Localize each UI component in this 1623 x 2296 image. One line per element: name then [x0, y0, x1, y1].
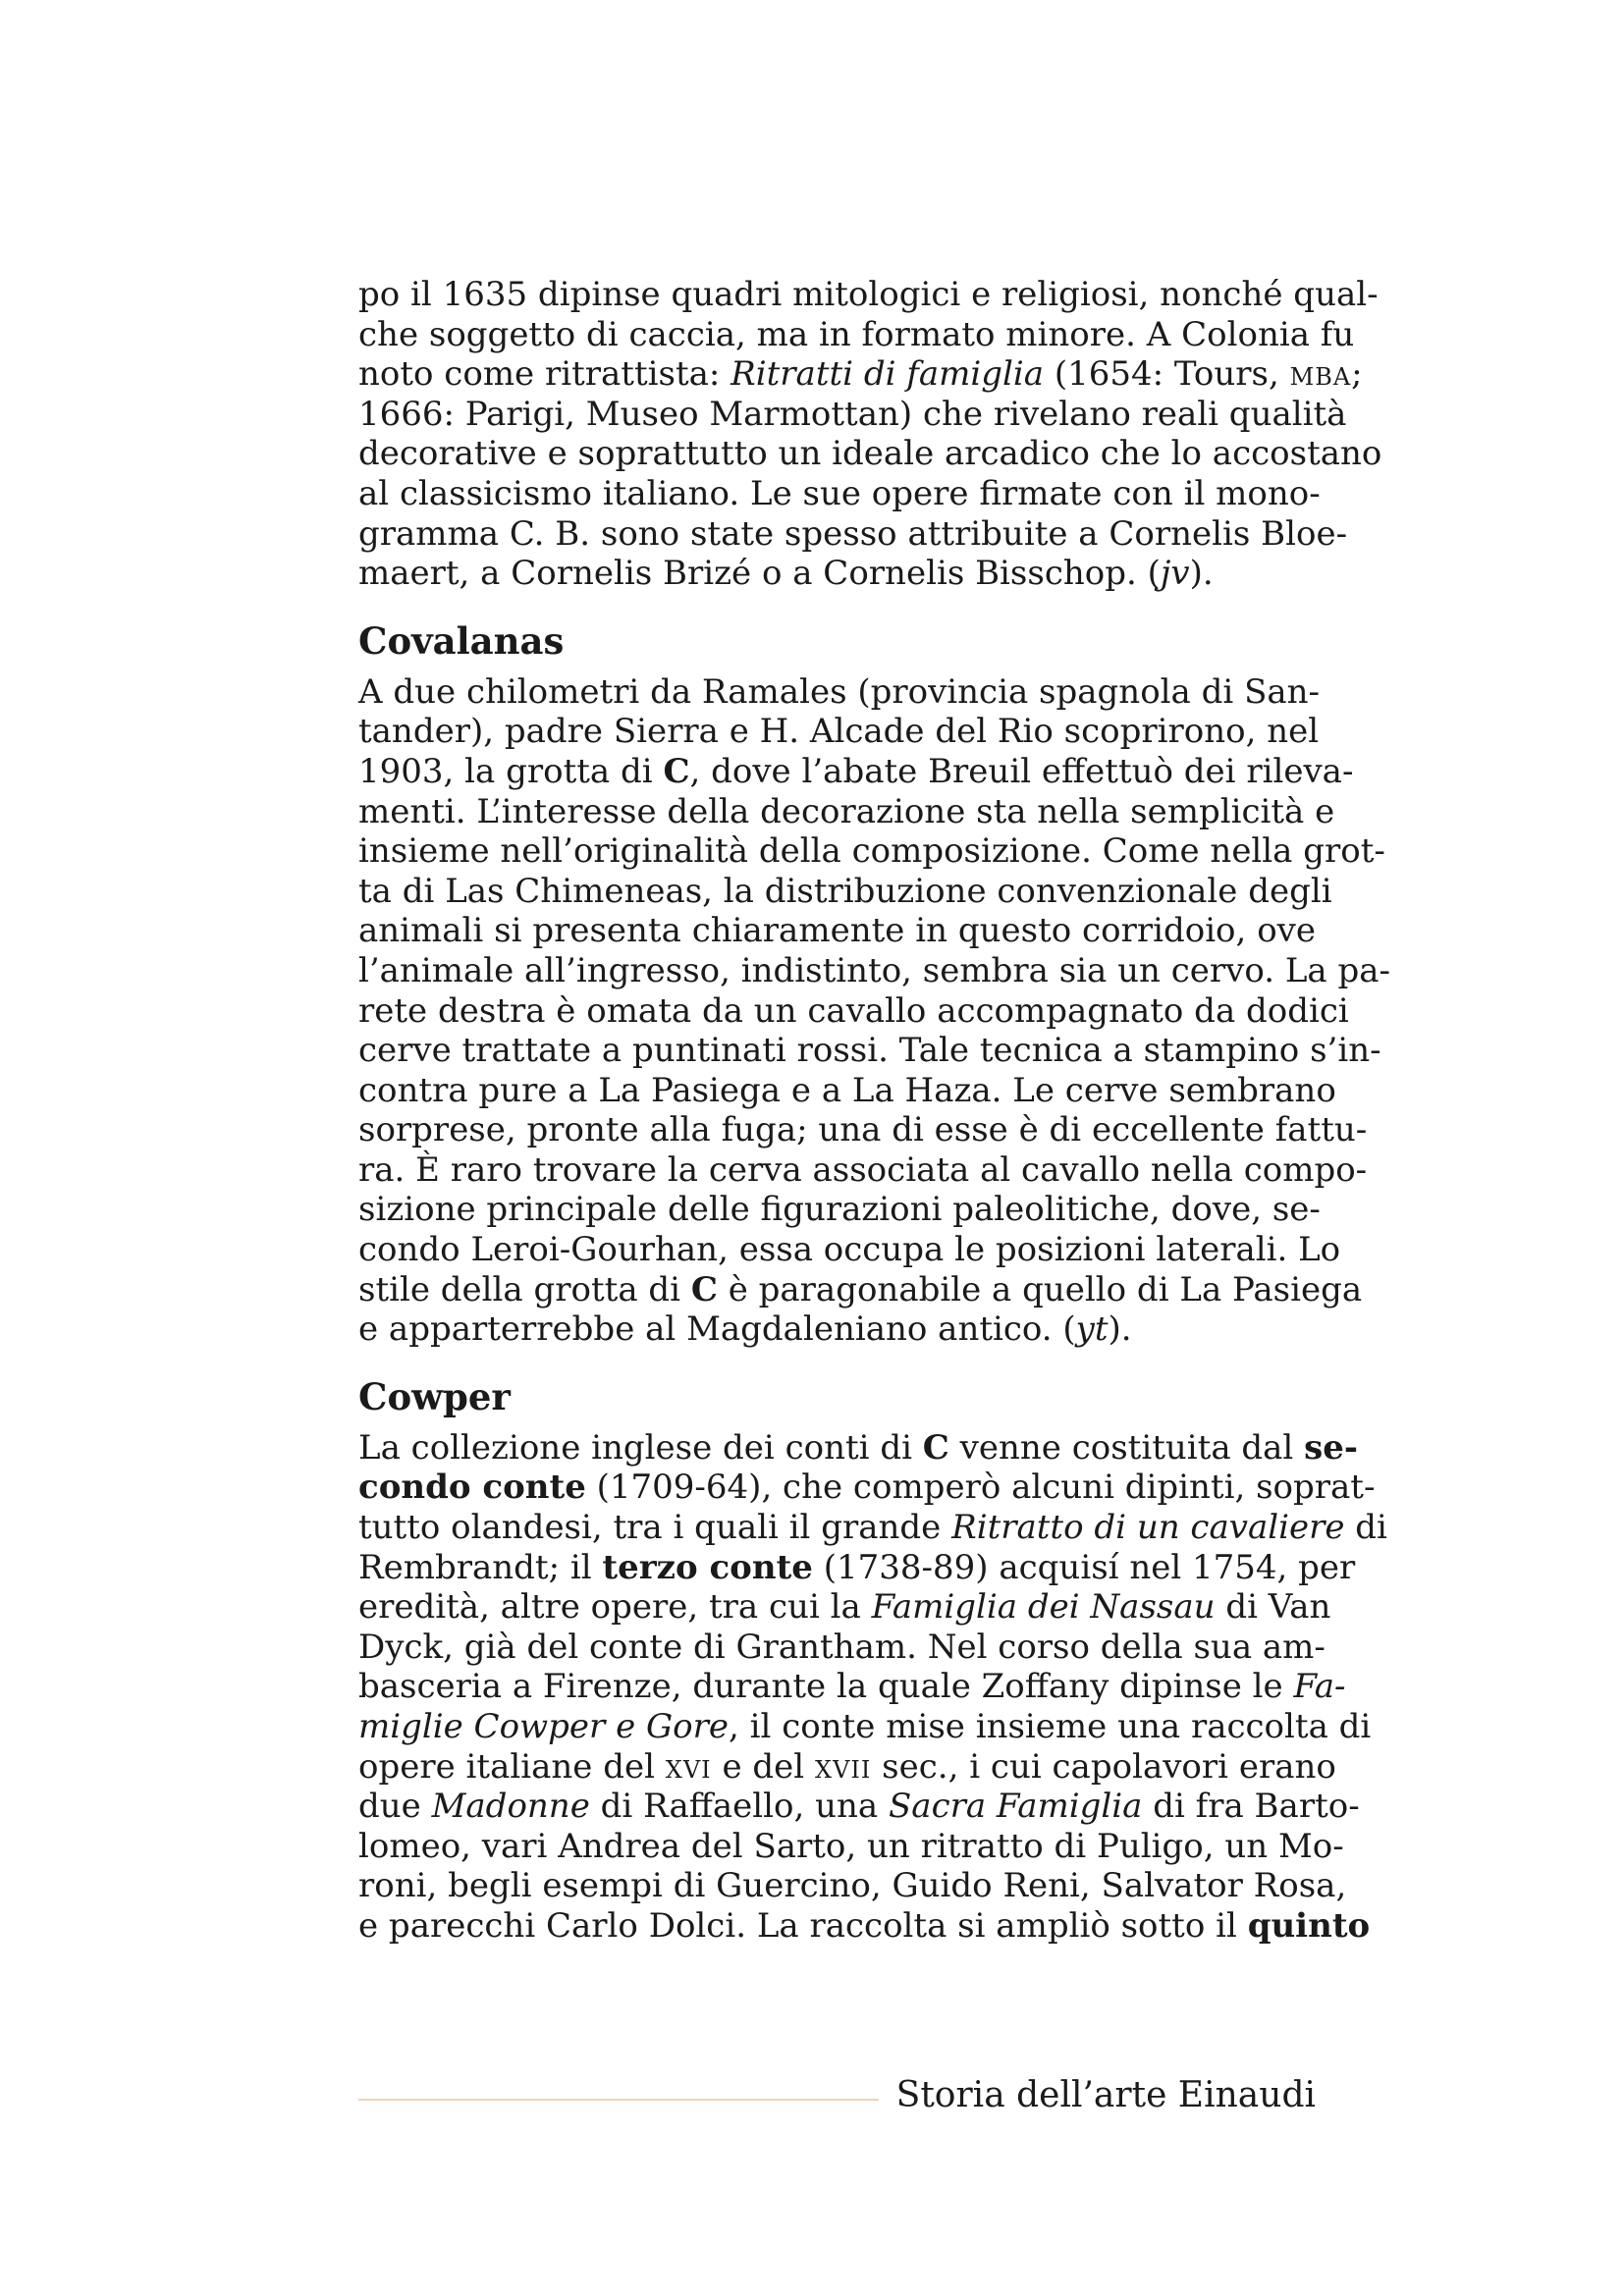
text-line: condo conte (1709-64), che comperò alcuni dipinti, soprat-: [358, 1468, 1376, 1508]
text-line: La collezione inglese dei conti di C venne costituita dal se-: [358, 1427, 1358, 1468]
text-line: Rembrandt; il terzo conte (1738-89) acquisí nel 1754, per: [358, 1547, 1356, 1587]
text-line: lomeo, vari Andrea del Sarto, un ritratto di Puligo, un Mo-: [358, 1826, 1344, 1866]
text-line: condo Leroi-Gourhan, essa occupa le posizioni laterali. Lo: [358, 1230, 1341, 1270]
footer-title: Storia dell’arte Einaudi: [895, 2075, 1316, 2115]
text-line: insieme nell’originalità della composizione. Come nella grot-: [358, 831, 1385, 872]
text-line: menti. L’interesse della decorazione sta nella semplicità e: [358, 791, 1335, 831]
text-line: A due chilometri da Ramales (provincia spagnola di San-: [358, 671, 1321, 712]
text-line: che soggetto di caccia, ma in formato minore. A Colonia fu: [358, 314, 1355, 354]
text-line: gramma C. B. sono state spesso attribuite a Cornelis Bloe-: [358, 513, 1348, 554]
text-line: roni, begli esempi di Guercino, Guido Reni, Salvator Rosa,: [358, 1866, 1347, 1906]
text-column: [358, 275, 1390, 1947]
text-line: tander), padre Sierra e H. Alcade del Rio scoprirono, nel: [358, 712, 1320, 752]
text-line: l’animale all’ingresso, indistinto, sembra sia un cervo. La pa-: [358, 950, 1390, 990]
text-line: decorative e soprattutto un ideale arcadico che lo accostano: [358, 434, 1382, 474]
text-line: cerve trattate a puntinati rossi. Tale tecnica a stampino s’in-: [358, 1031, 1381, 1071]
museum-abbrev: mba: [1289, 354, 1352, 395]
entry-title: Cowper: [358, 1374, 511, 1418]
artwork-title: Ritratti di famiglia: [730, 354, 1045, 395]
text-line: maert, a Cornelis Brizé o a Cornelis Bisschop. (jv).: [358, 554, 1214, 594]
page-footer: [358, 2071, 1316, 2120]
text-line: basceria a Firenze, durante la quale Zoffany dipinse le Fa-: [358, 1667, 1346, 1707]
author-initials: yt: [1075, 1309, 1109, 1350]
text-line: al classicismo italiano. Le sue opere firmate con il mono-: [358, 473, 1321, 513]
intro-paragraph: [358, 275, 1382, 594]
text-line: animali si presenta chiaramente in questo corridoio, ove: [358, 911, 1316, 951]
entry-cowper: [358, 1374, 1387, 1947]
footer-rule: [358, 2099, 879, 2101]
text-line: 1903, la grotta di C, dove l’abate Breuil effettuò dei rileva-: [358, 751, 1354, 791]
text-line: due Madonne di Raffaello, una Sacra Famiglia di fra Barto-: [358, 1787, 1360, 1827]
text-line: opere italiane del xvi e del xvii sec., i cui capolavori erano: [358, 1746, 1336, 1787]
text-line: noto come ritrattista: Ritratti di famiglia (1654: Tours, mba;: [358, 354, 1363, 395]
text-line: tutto olandesi, tra i quali il grande Ritratto di un cavaliere di: [358, 1508, 1387, 1548]
entry-title: Covalanas: [358, 618, 565, 663]
text-line: contra pure a La Pasiega e a La Haza. Le cerve sembrano: [358, 1070, 1336, 1110]
text-line: e apparterrebbe al Magdaleniano antico. (yt).: [358, 1309, 1132, 1350]
author-initials: jv: [1160, 554, 1190, 594]
text-line: rete destra è omata da un cavallo accompagnato da dodici: [358, 990, 1349, 1031]
text-line: eredità, altre opere, tra cui la Famiglia dei Nassau di Van: [358, 1587, 1331, 1628]
text-line: 1666: Parigi, Museo Marmottan) che rivelano reali qualità: [358, 394, 1347, 434]
text-line: sorprese, pronte alla fuga; una di esse è di eccellente fattu-: [358, 1110, 1368, 1150]
text-line: stile della grotta di C è paragonabile a quello di La Pasiega: [358, 1269, 1363, 1309]
text-line: ra. È raro trovare la cerva associata al cavallo nella compo-: [358, 1149, 1368, 1190]
text-line: miglie Cowper e Gore, il conte mise insieme una raccolta di: [358, 1707, 1372, 1746]
entry-covalanas: [358, 618, 1390, 1350]
text-line: sizione principale delle figurazioni paleolitiche, dove, se-: [358, 1190, 1321, 1230]
text-line: po il 1635 dipinse quadri mitologici e religiosi, nonché qual-: [358, 275, 1379, 314]
text-line: ta di Las Chimeneas, la distribuzione convenzionale degli: [358, 871, 1332, 911]
text-line: Dyck, già del conte di Grantham. Nel corso della sua am-: [358, 1627, 1325, 1667]
text-line: e parecchi Carlo Dolci. La raccolta si ampliò sotto il quinto: [358, 1905, 1371, 1946]
